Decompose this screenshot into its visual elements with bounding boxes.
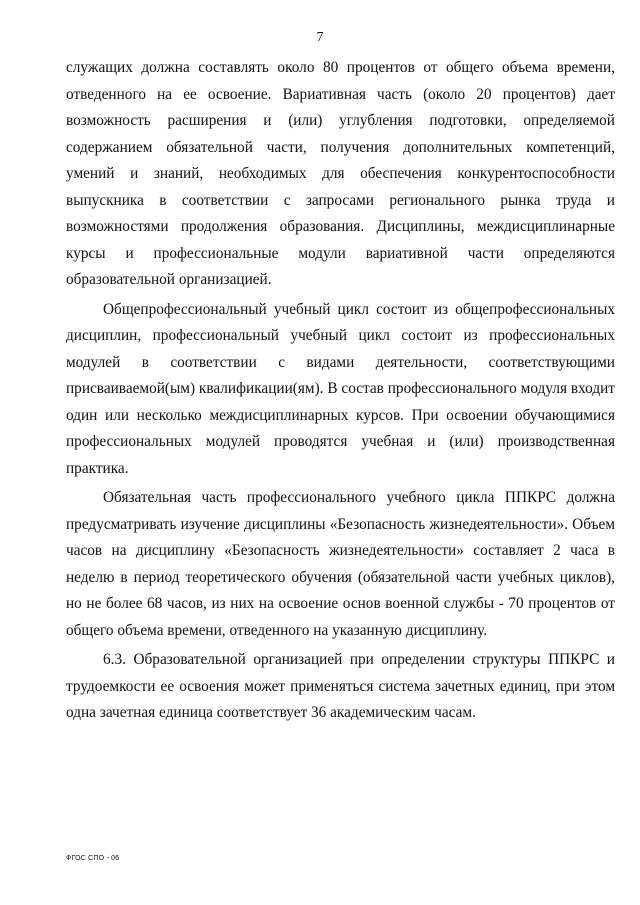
footer-code: ФГОС СПО - 06 (66, 855, 120, 862)
page-number: 7 (316, 30, 324, 45)
paragraph-continuation: служащих должна составлять около 80 процентов от общего объема времени, отведенного на ее освоение. Вариативная часть (около 20 процентов) дает возможность расширения и (или) углубления подготовки, определяемой содержанием обязательной части, получения дополнительных компетенций, умений и знаний, необходимых для обеспечения конкурентоспособности выпускника в соответствии с запросами регионального рынка труда и возможностями продолжения образования. Дисциплины, междисциплинарные курсы и профессиональные модули вариативной части определяются образовательной организацией. (66, 59, 615, 288)
document-body (66, 55, 615, 727)
paragraph-professional-cycle: Общепрофессиональный учебный цикл состоит из общепрофессиональных дисциплин, профессиональный учебный цикл состоит из профессиональных модулей в соответствии с видами деятельности, соответствующими присваиваемой(ым) квалификации(ям). В состав профессионального модуля входит один или несколько междисциплинарных курсов. При освоении обучающимися профессиональных модулей проводятся учебная и (или) производственная практика. (66, 300, 615, 477)
paragraph-credit-units: 6.3. Образовательной организацией при определении структуры ППКРС и трудоемкости ее освоения может применяться система зачетных единиц, при этом одна зачетная единица соответствует 36 академическим часам. (66, 651, 615, 721)
paragraph-life-safety: Обязательная часть профессионального учебного цикла ППКРС должна предусматривать изучение дисциплины «Безопасность жизнедеятельности». Объем часов на дисциплину «Безопасность жизнедеятельности» составляет 2 часа в неделю в период теоретического обучения (обязательной части учебных циклов), но не более 68 часов, из них на освоение основ военной службы - 70 процентов от общего объема времени, отведенного на указанную дисциплину. (66, 489, 615, 639)
